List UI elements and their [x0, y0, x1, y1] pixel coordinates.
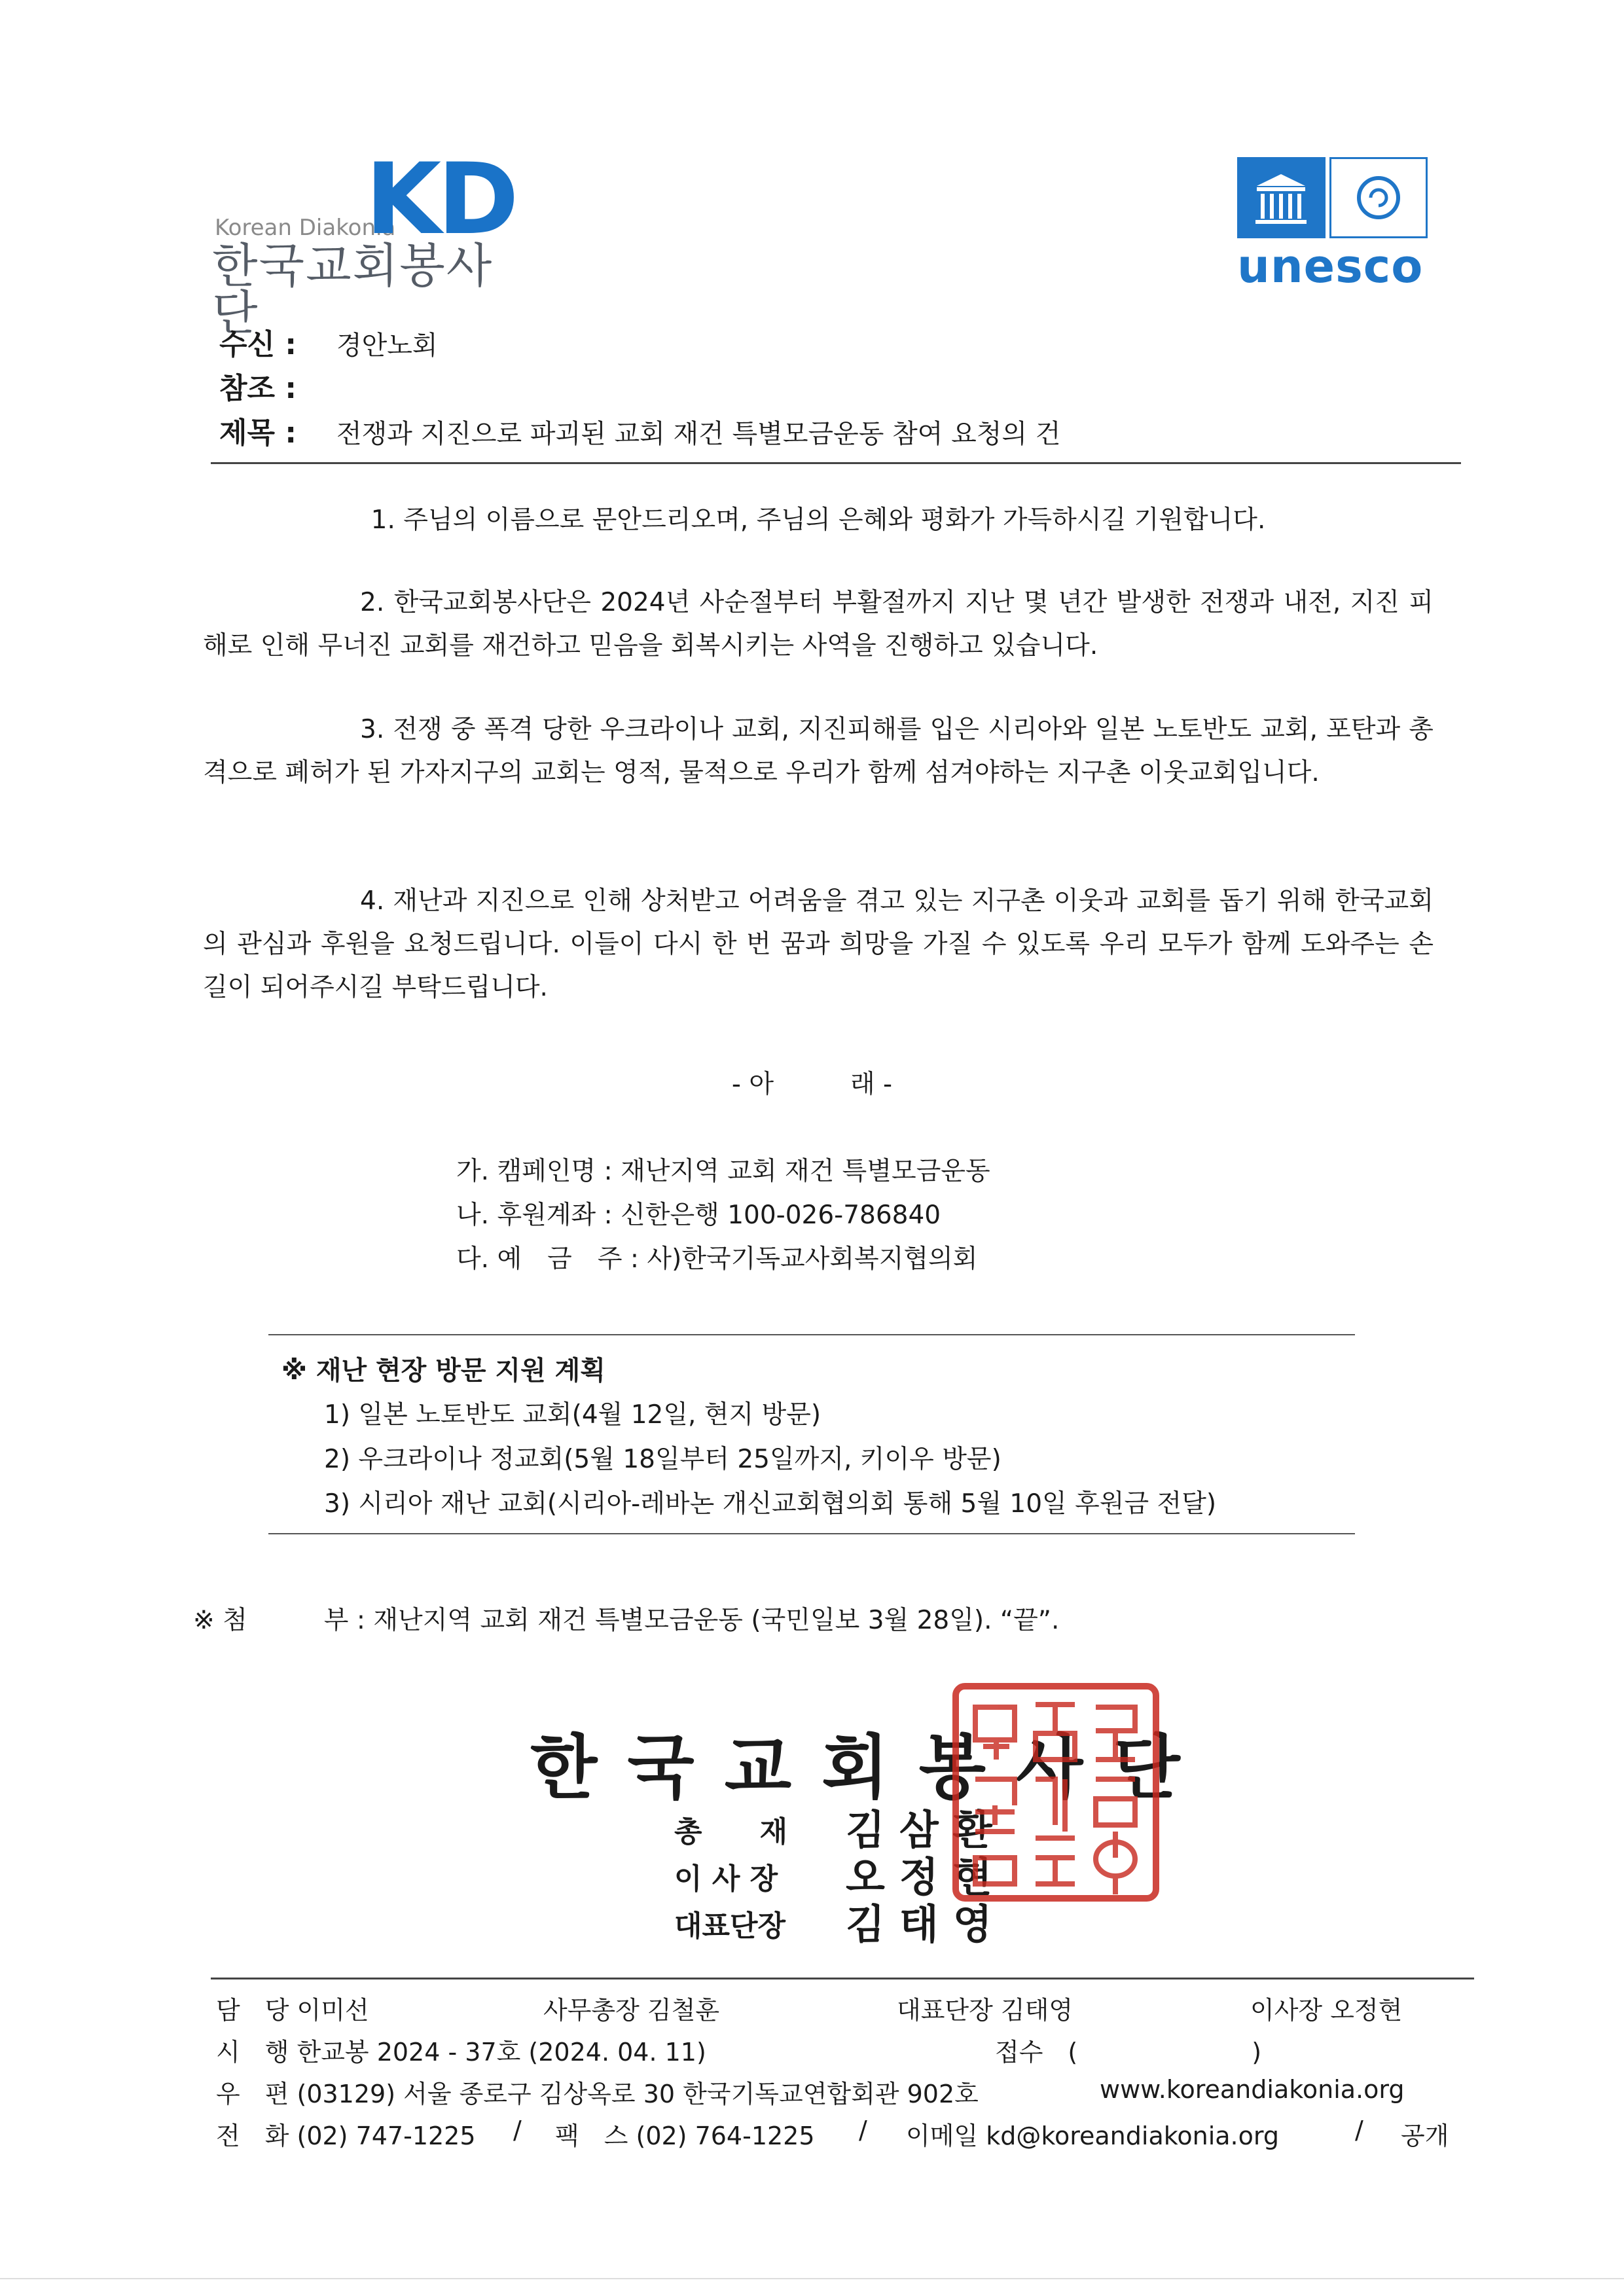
paragraph-2: 2. 한국교회봉사단은 2024년 사순절부터 부활절까지 지난 몇 년간 발생한 전쟁과 내전, 지진 피해로 인해 무너진 교회를 재건하고 믿음을 회복시키는 사역을 진행하고 있습니다. — [203, 588, 1434, 660]
footer-issue-number: 시 행 한교봉 2024 - 37호 (2024. 04. 11) — [216, 2038, 706, 2067]
footer-email: 이메일 kd@koreandiakonia.org — [906, 2122, 1279, 2150]
attachment-line: ※ 첨 부 : 재난지역 교회 재건 특별모금운동 (국민일보 3월 28일). “끝”. — [193, 1606, 1060, 1635]
footer-separator-2: / — [859, 2116, 867, 2144]
footer-staff-4: 이사장 오정현 — [1250, 1996, 1403, 2025]
subject-value: 전쟁과 지진으로 파괴된 교회 재건 특별모금운동 참여 요청의 건 — [336, 419, 1061, 449]
signer-role-1: 총 재 — [674, 1815, 788, 1849]
paragraph-1: 1. 주님의 이름으로 문안드리오며, 주님의 은혜와 평화가 가득하시길 기원합니다. — [370, 505, 1266, 535]
footer-staff-2: 사무총장 김철훈 — [543, 1996, 720, 2025]
footer-receipt: 접수 ( ) — [995, 2038, 1262, 2067]
unesco-wordmark: unesco — [1237, 240, 1424, 293]
unesco-logo — [1237, 157, 1440, 301]
below-heading: - 아 래 - — [731, 1070, 893, 1099]
paragraph-4: 4. 재난과 지진으로 인해 상처받고 어려움을 겪고 있는 지구촌 이웃과 교회를 돕기 위해 한국교회의 관심과 후원을 요청드립니다. 이들이 다시 한 번 꿈과 희망을 가질 수 있도록 우리 모두가 함께 도와주는 손길이 되어주시길 부탁드립니다. — [203, 886, 1434, 1002]
kd-letters: KD — [365, 143, 515, 257]
footer-staff-1: 담 당 이미선 — [216, 1996, 369, 2025]
korean-diakonia-logo — [209, 143, 515, 340]
plan-item-2: 2) 우크라이나 정교회(5월 18일부터 25일까지, 키이우 방문) — [324, 1445, 1001, 1474]
official-seal-stamp — [950, 1681, 1161, 1904]
plan-bottom-divider — [268, 1533, 1355, 1534]
paragraph-3: 3. 전쟁 중 폭격 당한 우크라이나 교회, 지진피해를 입은 시리아와 일본 노토반도 교회, 포탄과 총격으로 폐허가 된 가자지구의 교회는 영적, 물적으로 우리가 함께 섬겨야하는 지구촌 이웃교회입니다. — [203, 715, 1434, 787]
plan-item-1: 1) 일본 노토반도 교회(4월 12일, 현지 방문) — [324, 1400, 821, 1430]
footer-phone: 전 화 (02) 747-1225 — [216, 2122, 476, 2150]
unesco-emblem-icon — [1329, 157, 1428, 238]
signer-name-2: 오정현 — [846, 1853, 1007, 1901]
plan-item-3: 3) 시리아 재난 교회(시리아-레바논 개신교회협의회 통해 5월 10일 후원금 전달) — [324, 1489, 1217, 1519]
subject-divider — [211, 462, 1461, 464]
footer-disclosure: 공개 — [1401, 2122, 1449, 2150]
signer-role-3: 대표단장 — [674, 1909, 786, 1943]
footer-separator-1: / — [513, 2116, 522, 2144]
kd-korean-name: 한국교회봉사단 — [212, 238, 494, 340]
recipient-value: 경안노회 — [336, 331, 438, 361]
signer-role-2: 이 사 장 — [674, 1862, 778, 1896]
footer-fax: 팩 스 (02) 764-1225 — [555, 2122, 815, 2150]
footer-website: www.koreandiakonia.org — [1100, 2075, 1405, 2104]
detail-account: 나. 후원계좌 : 신한은행 100-026-786840 — [456, 1201, 941, 1230]
footer-separator-3: / — [1355, 2116, 1363, 2144]
kd-english-name: Korean Diakonia — [215, 215, 396, 241]
detail-holder: 다. 예 금 주 : 사)한국기독교사회복지협의회 — [456, 1244, 978, 1274]
detail-campaign: 가. 캠페인명 : 재난지역 교회 재건 특별모금운동 — [456, 1157, 990, 1186]
subject-row — [219, 416, 1061, 450]
signer-name-1: 김삼환 — [846, 1806, 1007, 1854]
organization-name: 한국교회봉사단 — [530, 1727, 1210, 1808]
subject-label: 제목 : — [219, 416, 297, 450]
footer-staff-3: 대표단장 김태영 — [897, 1996, 1074, 2025]
footer-divider — [211, 1978, 1474, 1979]
page-bottom-edge — [0, 2278, 1624, 2279]
reference-row — [219, 374, 336, 403]
recipient-row — [219, 328, 438, 361]
unesco-temple-icon — [1237, 157, 1326, 238]
plan-title: ※ 재난 현장 방문 지원 계획 — [281, 1356, 605, 1386]
signer-name-3: 김태영 — [846, 1900, 1007, 1948]
reference-label: 참조 : — [219, 372, 297, 405]
plan-top-divider — [268, 1334, 1355, 1335]
footer-address: 우 편 (03129) 서울 종로구 김상옥로 30 한국기독교연합회관 902호 — [216, 2080, 979, 2108]
recipient-label: 수신 : — [219, 328, 297, 361]
